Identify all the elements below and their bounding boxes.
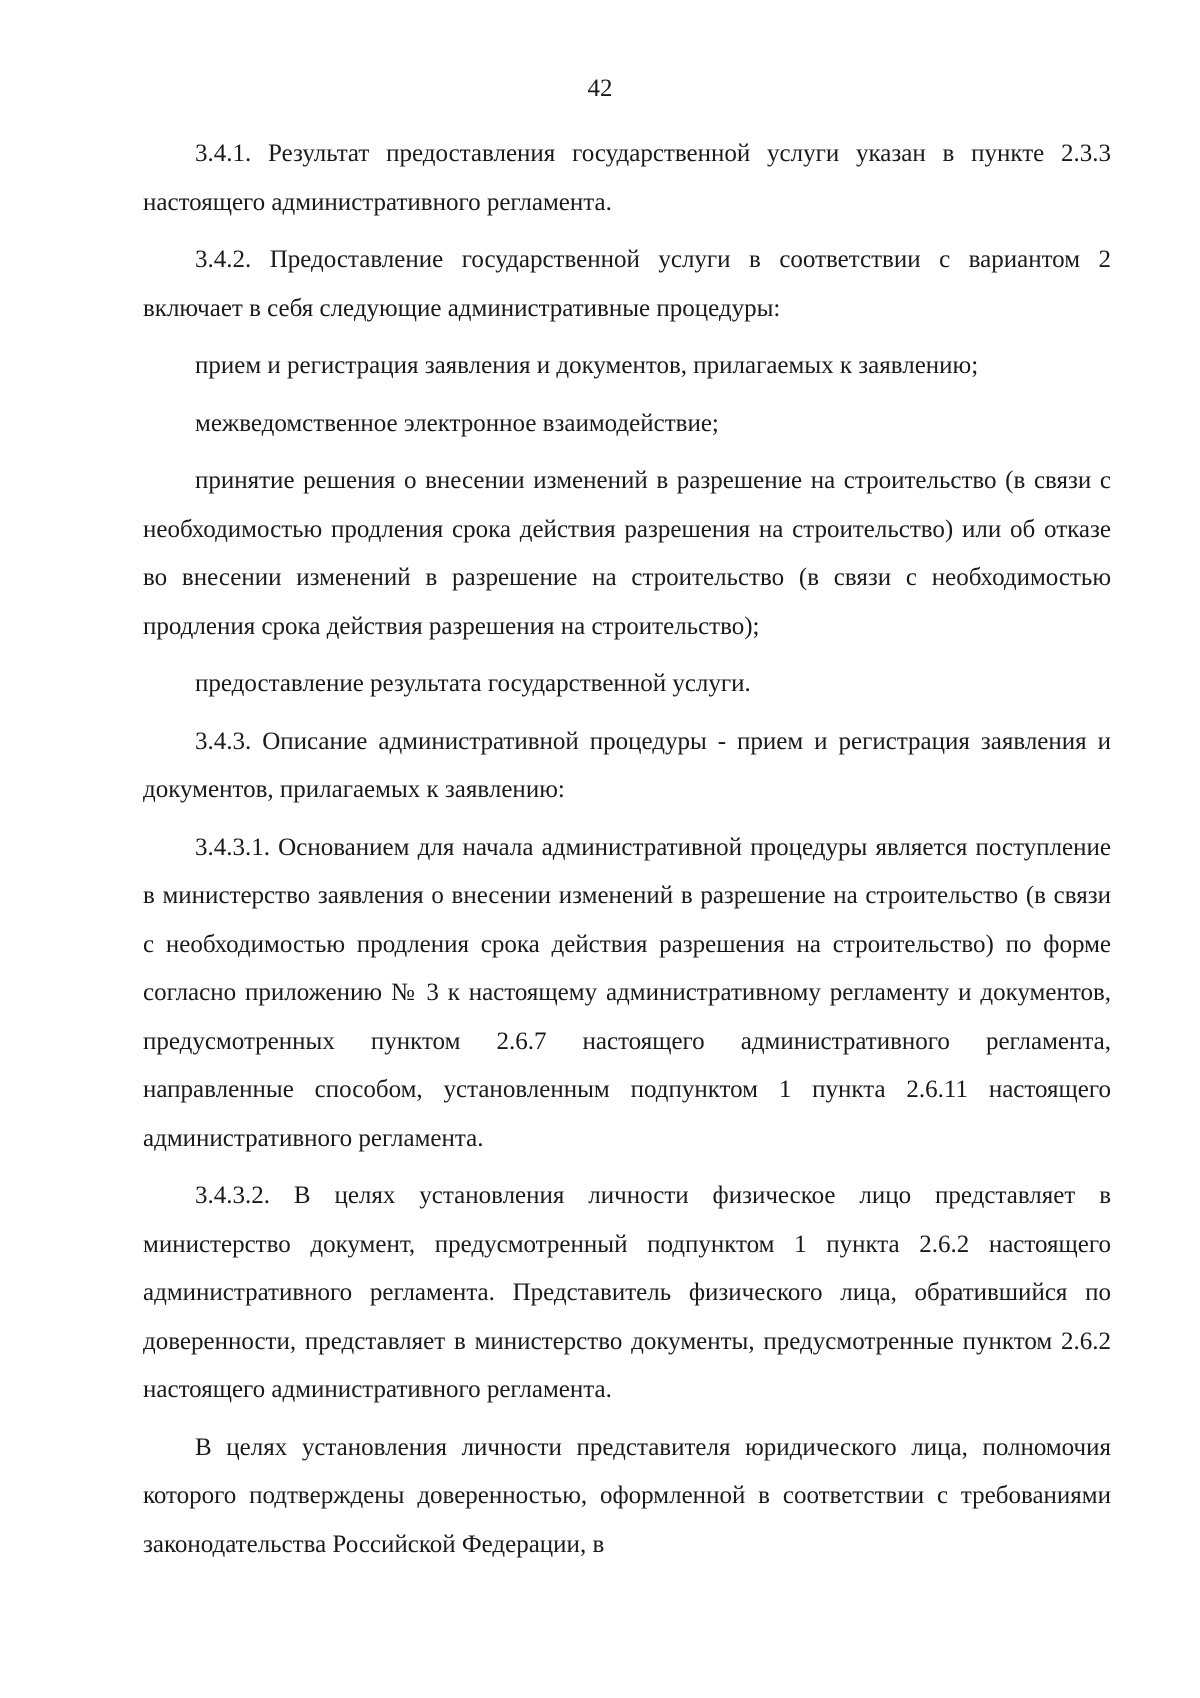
procedure-item-result: предоставление результата государственной услуги. [195,670,751,697]
document-body [143,130,1111,1578]
procedure-item-reception: прием и регистрация заявления и документов, прилагаемых к заявлению; [195,352,979,379]
page-number: 42 [587,75,613,102]
paragraph-3-4-1: 3.4.1. Результат предоставления государственной услуги указан в пункте 2.3.3 настоящего административного регламента. [143,140,1111,216]
paragraph-3-4-3-1: 3.4.3.1. Основанием для начала административной процедуры является поступление в министерство заявления о внесении изменений в разрешение на строительство (в связи с необходимостью продления срока действия разрешения на строительство) по форме согласно приложению № 3 к настоящему административному регламенту и документов, предусмотренных пунктом 2.6.7 настоящего административного регламента, направленные способом, установленным подпунктом 1 пункта 2.6.11 настоящего административного регламента. [143,833,1111,1152]
paragraph-legal-entity-representative: В целях установления личности представителя юридического лица, полномочия которого подтверждены доверенностью, оформленной в соответствии с требованиями законодательства Российской Федерации, в [143,1433,1111,1558]
paragraph-3-4-3-2: 3.4.3.2. В целях установления личности физическое лицо представляет в министерство документ, предусмотренный подпунктом 1 пункта 2.6.2 настоящего административного регламента. Представитель физического лица, обратившийся по доверенности, представляет в министерство документы, предусмотренные пунктом 2.6.2 настоящего административного регламента. [143,1182,1111,1403]
paragraph-3-4-2: 3.4.2. Предоставление государственной услуги в соответствии с вариантом 2 включает в себя следующие административные процедуры: [143,246,1111,322]
procedure-item-interaction: межведомственное электронное взаимодействие; [195,409,719,437]
procedure-item-decision: принятие решения о внесении изменений в разрешение на строительство (в связи с необходимостью продления срока действия разрешения на строительство) или об отказе во внесении изменений в разрешение на строительство (в связи с необходимостью продления срока действия разрешения на строительство); [143,467,1111,640]
paragraph-3-4-3: 3.4.3. Описание административной процедуры - прием и регистрация заявления и документов, прилагаемых к заявлению: [143,727,1111,803]
